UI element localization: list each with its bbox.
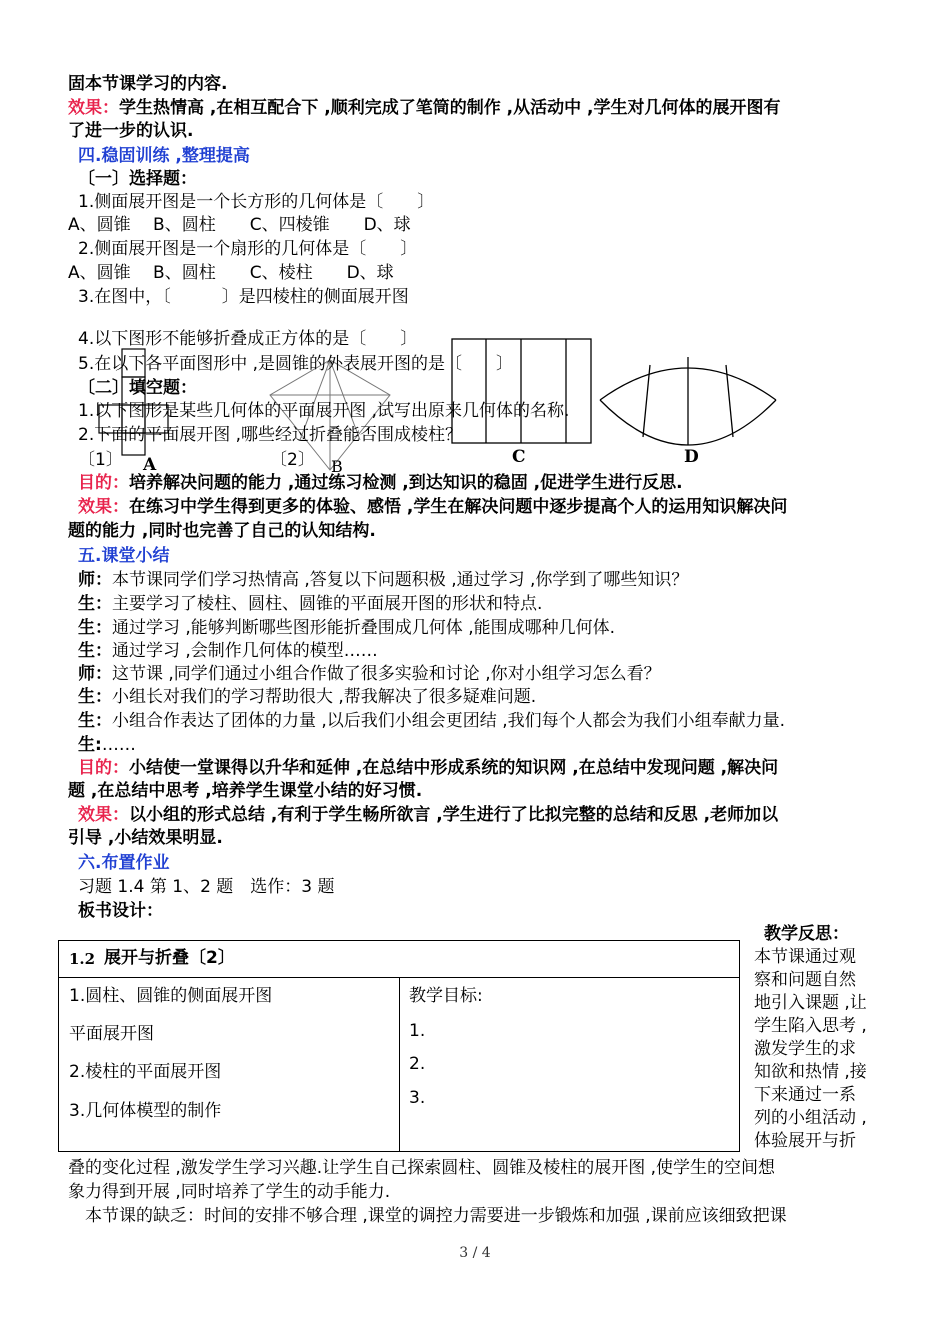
- dialog-text: 这节课 ,同学们通过小组合作做了很多实验和讨论 ,你对小组学习怎么看？: [112, 664, 661, 684]
- effect-1-cont: 了进一步的认识.: [68, 121, 194, 141]
- dialog-text: 通过学习 ,能够判断哪些图形能折叠围成几何体 ,能围成哪种几何体.: [112, 618, 616, 638]
- fill-q1: 1.以下图形是某些几何体的平面展开图 ,试写出原来几何体的名称.: [78, 401, 570, 421]
- speaker: 生：: [78, 594, 112, 614]
- figure-label-d: D: [684, 447, 699, 467]
- reflection-line: 体验展开与折: [754, 1131, 856, 1151]
- effect-3-cont: 引导 ,小结效果明显.: [68, 828, 223, 848]
- para-continue: 固本节课学习的内容.: [68, 74, 228, 94]
- goal-2-cont: 题 ,在总结中思考 ,培养学生课堂小结的好习惯.: [68, 781, 423, 801]
- section-6-title: 六.布置作业: [78, 853, 170, 873]
- figure-label-c: C: [512, 447, 526, 467]
- board-heading: 板书设计：: [78, 901, 163, 921]
- table-divider: [399, 978, 400, 1151]
- effect-2-cont: 题的能力 ,同时也完善了自己的认知结构.: [68, 521, 376, 541]
- dialog-text: 通过学习 ,会制作几何体的模型……: [112, 641, 378, 661]
- reflection-line: 察和问题自然: [754, 970, 856, 990]
- dialog-line: [78, 617, 615, 639]
- dialog-line: [78, 663, 661, 685]
- reflection-line: 地引入课题 ,让: [754, 993, 867, 1013]
- choice-q2-options: A、圆锥 B、圆柱 C、棱柱 D、球: [68, 263, 394, 283]
- dialog-line: [78, 593, 542, 615]
- effect-label: 效果：: [68, 98, 119, 118]
- reflection-line: 知欲和热情 ,接: [754, 1062, 867, 1082]
- speaker: 师：: [78, 664, 112, 684]
- reflection-heading: 教学反思：: [764, 924, 849, 944]
- effect-3: [78, 804, 778, 826]
- choice-heading: 〔一〕选择题：: [78, 169, 197, 189]
- fill-heading: 〔二〕填空题：: [78, 378, 197, 398]
- speaker: 生：: [78, 687, 112, 707]
- effect-label: 效果：: [78, 805, 129, 825]
- homework: 习题 1.4 第 1、2 题 选作：3 题: [78, 877, 335, 897]
- board-left-item: 平面展开图: [69, 1024, 154, 1044]
- choice-q1-options: A、圆锥 B、圆柱 C、四棱锥 D、球: [68, 215, 411, 235]
- effect-text: 在练习中学生得到更多的体验、感悟 ,学生在解决问题中逐步提高个人的运用知识解决问: [129, 497, 788, 517]
- fill-fig1-label: 〔1〕: [78, 450, 123, 470]
- effect-2: [78, 496, 787, 518]
- board-title-row: [59, 941, 739, 978]
- dialog-text: 本节课同学们学习热情高 ,答复以下问题积极 ,通过学习 ,你学到了哪些知识？: [112, 570, 689, 590]
- effect-text: 以小组的形式总结 ,有利于学生畅所欲言 ,学生进行了比拟完整的总结和反思 ,老师加以: [129, 805, 779, 825]
- figure-d-sector: [600, 357, 776, 445]
- dialog-text: ……: [101, 735, 136, 755]
- dialog-line: [78, 686, 536, 708]
- board-right-item: 1.: [409, 1021, 426, 1041]
- board-title-num: 1.2: [69, 950, 96, 968]
- section-5-title: 五.课堂小结: [78, 546, 170, 566]
- choice-q4: 4.以下图形不能够折叠成正方体的是〔 〕: [78, 329, 418, 349]
- choice-q2: 2.侧面展开图是一个扇形的几何体是〔 〕: [78, 239, 418, 259]
- choice-q3: 3.在图中，〔 〕是四棱柱的侧面展开图: [78, 287, 409, 307]
- reflection-full-line: 象力得到开展 ,同时培养了学生的动手能力.: [68, 1182, 391, 1202]
- dialog-text: 小组长对我们的学习帮助很大 ,帮我解决了很多疑难问题.: [112, 687, 537, 707]
- goal-text: 培养解决问题的能力 ,通过练习检测 ,到达知识的稳固 ,促进学生进行反思.: [129, 473, 683, 493]
- dialog-line: [78, 734, 136, 756]
- page-number: 3 / 4: [459, 1245, 491, 1261]
- section-4-title: 四.稳固训练 ,整理提高: [78, 146, 250, 166]
- figure-label-a: A: [143, 455, 157, 475]
- dialog-line: [78, 710, 785, 732]
- reflection-line: 下来通过一系: [754, 1085, 856, 1105]
- speaker: 生:: [78, 735, 102, 755]
- dialog-line: [78, 569, 688, 591]
- board-design-table: [58, 940, 740, 1152]
- reflection-line: 激发学生的求: [754, 1039, 856, 1059]
- goal-1: [78, 472, 683, 494]
- reflection-full-line: 本节课的缺乏：时间的安排不够合理 ,课堂的调控力需要进一步锻炼和加强 ,课前应该细致把课: [68, 1206, 787, 1226]
- effect-label: 效果：: [78, 497, 129, 517]
- choice-q5: 5.在以下各平面图形中 ,是圆锥的外表展开图的是〔 〕: [78, 354, 514, 374]
- reflection-line: 学生陷入思考 ,: [754, 1016, 867, 1036]
- speaker: 生：: [78, 711, 112, 731]
- speaker: 生：: [78, 618, 112, 638]
- effect-1: [68, 97, 781, 119]
- board-left-item: 3.几何体模型的制作: [69, 1101, 222, 1121]
- goal-label: 目的：: [78, 473, 129, 493]
- board-right-heading: 教学目标:: [409, 986, 483, 1006]
- reflection-line: 本节课通过观: [754, 947, 856, 967]
- choice-q1: 1.侧面展开图是一个长方形的几何体是〔 〕: [78, 192, 435, 212]
- reflection-full-line: 叠的变化过程 ,激发学生学习兴趣.让学生自己探索圆柱、圆锥及棱柱的展开图 ,使学生的空间想: [68, 1158, 776, 1178]
- figure-label-b: B: [331, 457, 343, 476]
- dialog-text: 主要学习了棱柱、圆柱、圆锥的平面展开图的形状和特点.: [112, 594, 543, 614]
- goal-2: [78, 757, 778, 779]
- reflection-line: 列的小组活动 ,: [754, 1108, 867, 1128]
- speaker: 生：: [78, 641, 112, 661]
- goal-label: 目的：: [78, 758, 129, 778]
- speaker: 师：: [78, 570, 112, 590]
- fill-fig2-label: 〔2〕: [270, 450, 315, 470]
- board-right-item: 2.: [409, 1054, 426, 1074]
- fill-q2: 2.下面的平面展开图 ,哪些经过折叠能否围成棱柱？: [78, 425, 463, 445]
- effect-text: 学生热情高 ,在相互配合下 ,顺利完成了笔筒的制作 ,从活动中 ,学生对几何体的展开图有: [119, 98, 781, 118]
- board-title-text: 展开与折叠〔2〕: [104, 948, 235, 968]
- dialog-line: [78, 640, 378, 662]
- board-left-item: 2.棱柱的平面展开图: [69, 1062, 222, 1082]
- board-right-item: 3.: [409, 1088, 426, 1108]
- dialog-text: 小组合作表达了团体的力量 ,以后我们小组会更团结 ,我们每个人都会为我们小组奉献力量.: [112, 711, 786, 731]
- goal-text: 小结使一堂课得以升华和延伸 ,在总结中形成系统的知识网 ,在总结中发现问题 ,解决问: [129, 758, 779, 778]
- board-left-item: 1.圆柱、圆锥的侧面展开图: [69, 986, 273, 1006]
